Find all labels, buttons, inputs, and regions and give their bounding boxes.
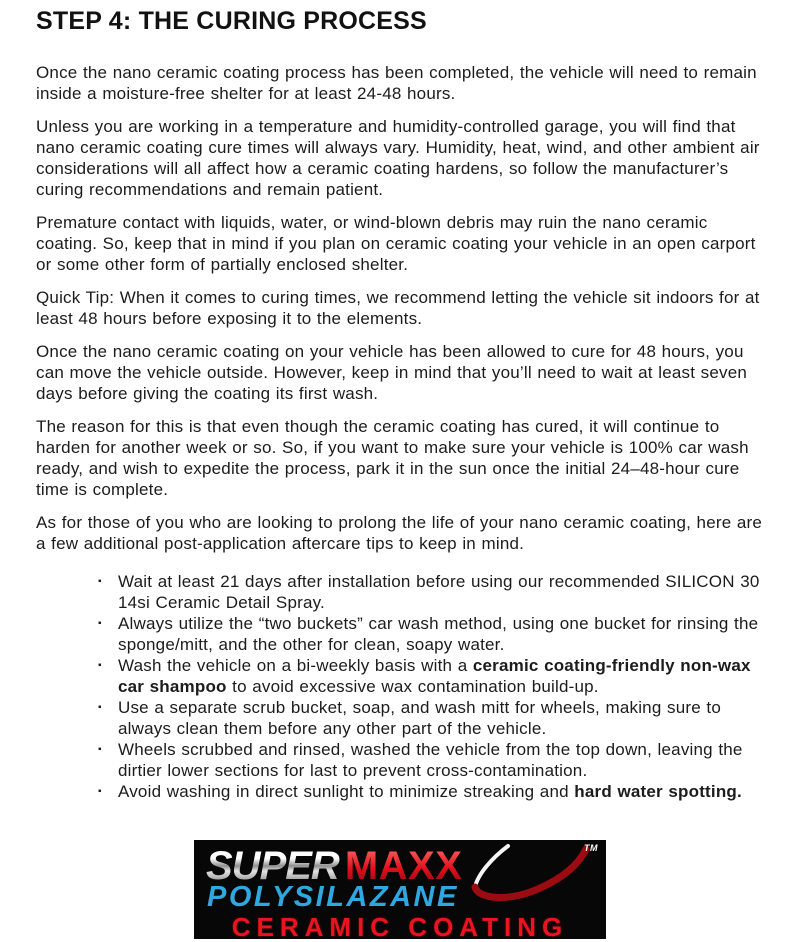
list-item	[98, 697, 764, 739]
list-item-text	[118, 781, 742, 802]
body-text: The reason for this is that even though the ceramic coating has cured, it will continue to harden for another week or so. So, if you want to make sure your vehicle is 100% car wash ready, and wish to expedite the process, park it in the sun once the initial 24–48-hour cure time is complete.	[36, 417, 749, 499]
paragraph	[36, 212, 764, 275]
body-text: Avoid washing in direct sunlight to minimize streaking and	[118, 782, 575, 801]
body-text: Unless you are working in a temperature and humidity-controlled garage, you will find that nano ceramic coating cure times will always vary. Humidity, heat, wind, and other ambient air considerations will all affect how a ceramic coating hardens, so follow the manufacturer’s curing recommendations and remain patient.	[36, 117, 760, 199]
emphasized-text: ceramic coating-friendly non-wax car shampoo	[118, 656, 751, 696]
logo-maxx-text: MAXX	[344, 844, 463, 888]
paragraph	[36, 416, 764, 500]
body-text: Wheels scrubbed and rinsed, washed the vehicle from the top down, leaving the dirtier lower sections for last to prevent cross-contamination.	[118, 740, 743, 780]
bullet-marker-icon: ▪	[98, 618, 102, 629]
list-item-text	[118, 697, 764, 739]
logo-brand-row	[194, 840, 606, 887]
list-item	[98, 655, 764, 697]
body-text: As for those of you who are looking to prolong the life of your nano ceramic coating, here are a few additional post-application aftercare tips to keep in mind.	[36, 513, 763, 553]
list-item-text	[118, 613, 764, 655]
logo-ceramic-coating-text: CERAMIC COATING	[231, 912, 569, 939]
body-text: Use a separate scrub bucket, soap, and wash mitt for wheels, making sure to always clean them before any other part of the vehicle.	[118, 698, 721, 738]
body-text: Wait at least 21 days after installation before using our recommended SILICON 30 14si Ceramic Detail Spray.	[118, 572, 760, 612]
list-item-text	[118, 739, 764, 781]
bullet-marker-icon: ▪	[98, 660, 102, 671]
page-title: STEP 4: THE CURING PROCESS	[36, 7, 427, 35]
list-item	[98, 781, 764, 802]
list-item-text	[118, 571, 764, 613]
body-text: Quick Tip: When it comes to curing times, we recommend letting the vehicle sit indoors for at least 48 hours before exposing it to the elements.	[36, 288, 760, 328]
supermaxx-logo	[194, 840, 606, 939]
body-paragraphs	[36, 62, 764, 554]
paragraph	[36, 287, 764, 329]
bullet-marker-icon: ▪	[98, 576, 102, 587]
paragraph	[36, 512, 764, 554]
list-item	[98, 739, 764, 781]
logo-polysilazane-text: POLYSILAZANE	[207, 881, 459, 913]
body-text: Once the nano ceramic coating process has been completed, the vehicle will need to remain inside a moisture-free shelter for at least 24-48 hours.	[36, 63, 757, 103]
paragraph	[36, 116, 764, 200]
list-item	[98, 571, 764, 613]
aftercare-tips-list	[98, 571, 764, 802]
bullet-marker-icon: ▪	[98, 744, 102, 755]
body-text: Wash the vehicle on a bi-weekly basis with a	[118, 656, 473, 675]
emphasized-text: hard water spotting.	[574, 782, 742, 801]
body-text: Always utilize the “two buckets” car wash method, using one bucket for rinsing the sponge/mitt, and the other for clean, soapy water.	[118, 614, 759, 654]
logo-super-text: SUPER	[206, 845, 345, 887]
body-text: to avoid excessive wax contamination build-up.	[226, 677, 599, 696]
body-text: Once the nano ceramic coating on your vehicle has been allowed to cure for 48 hours, you can move the vehicle outside. However, keep in mind that you’ll need to wait at least seven days before giving the coating its first wash.	[36, 342, 748, 403]
body-text: Premature contact with liquids, water, or wind-blown debris may ruin the nano ceramic coating. So, keep that in mind if you plan on ceramic coating your vehicle in an open carport or some other form of partially enclosed shelter.	[36, 213, 756, 274]
list-item	[98, 613, 764, 655]
bullet-marker-icon: ▪	[98, 702, 102, 713]
paragraph	[36, 62, 764, 104]
bullet-marker-icon: ▪	[98, 786, 102, 797]
trademark-symbol: TM	[584, 843, 598, 853]
list-item-text	[118, 655, 764, 697]
paragraph	[36, 341, 764, 404]
